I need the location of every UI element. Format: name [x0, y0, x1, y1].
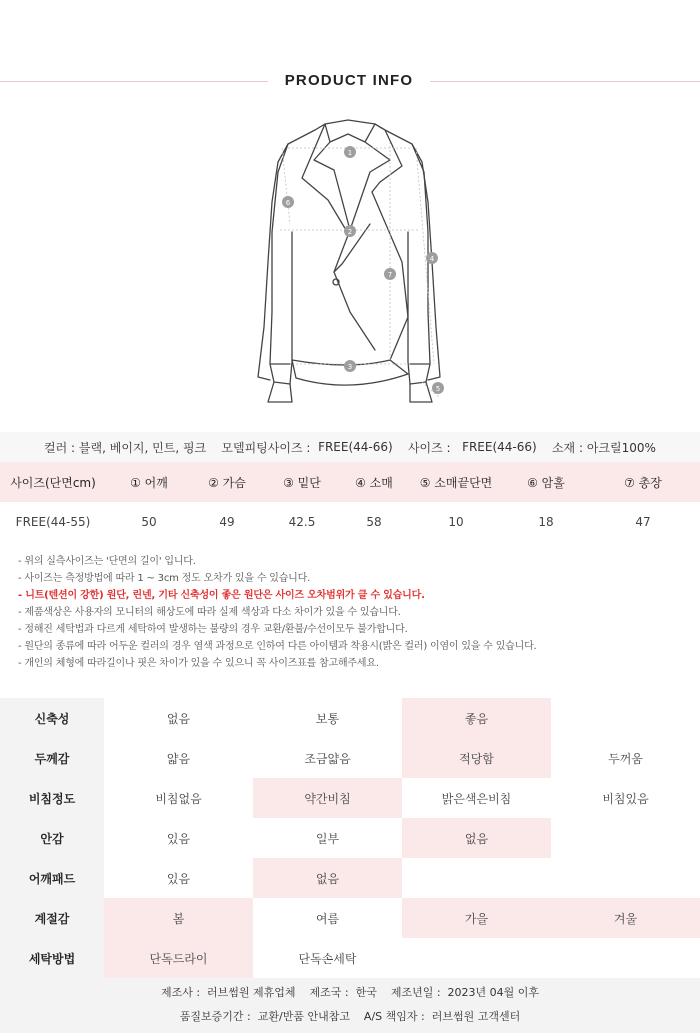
note-item: - 정해진 세탁법과 다르게 세탁하여 발생하는 불량의 경우 교환/환불/수선이모두 불가합니다. — [18, 624, 408, 635]
size-header-chest: ② 가슴 — [208, 475, 246, 490]
size-cell-hem: 42.5 — [288, 515, 316, 529]
attr-option-selected: 봄 — [104, 898, 253, 938]
attr-label: 두께감 — [0, 738, 104, 778]
page-title: PRODUCT INFO — [284, 72, 414, 89]
color-label: 컬러 : — [44, 440, 76, 455]
attr-option: 일부 — [315, 831, 340, 846]
attr-row-stretch — [0, 698, 700, 738]
size-header-armhole: ⑥ 암홀 — [527, 475, 565, 490]
attr-option: 있음 — [166, 871, 191, 886]
attr-label: 비침정도 — [0, 778, 104, 818]
size-notes — [18, 553, 688, 672]
attr-row-season — [0, 898, 700, 938]
attr-option — [551, 858, 700, 898]
svg-text:5: 5 — [435, 385, 441, 393]
svg-text:6: 6 — [285, 199, 291, 207]
jacket-outline — [258, 120, 440, 402]
spec-summary — [0, 432, 700, 462]
product-info-header — [0, 70, 700, 94]
attr-option-selected: 겨울 — [551, 898, 700, 938]
attr-row-lining — [0, 818, 700, 858]
attr-option — [402, 858, 551, 898]
size-cell-cuff: 10 — [448, 515, 464, 529]
note-item: - 개인의 체형에 따라길이나 핏은 차이가 있을 수 있으니 꼭 사이즈표를 참고해주세요. — [18, 658, 379, 669]
size-header-shoulder: ① 어깨 — [130, 475, 168, 490]
attr-option-selected: 없음 — [402, 818, 551, 858]
attr-option: 있음 — [166, 831, 191, 846]
svg-text:4: 4 — [429, 255, 435, 263]
attr-row-shoulder-pad — [0, 858, 700, 898]
note-item: - 사이즈는 측정방법에 따라 1 ~ 3cm 정도 오차가 있을 수 있습니다. — [18, 573, 311, 584]
attr-option — [551, 938, 700, 978]
measure-markers — [282, 146, 444, 394]
attr-option-selected: 좋음 — [402, 698, 551, 738]
header-divider-right — [430, 81, 700, 82]
attr-row-thickness — [0, 738, 700, 778]
attr-option-selected: 가을 — [402, 898, 551, 938]
model-size-label: 모델피팅사이즈 : — [221, 440, 311, 455]
attribute-table — [0, 698, 700, 978]
size-header-hem: ③ 밑단 — [283, 475, 321, 490]
attr-option: 밝은색은비침 — [441, 791, 512, 806]
attr-option: 얇음 — [166, 751, 191, 766]
attr-label: 계절감 — [0, 898, 104, 938]
size-header-length: ⑦ 총장 — [624, 475, 662, 490]
attr-label: 세탁방법 — [0, 938, 104, 978]
size-value: FREE(44-66) — [462, 440, 537, 454]
attr-row-sheerness — [0, 778, 700, 818]
attr-option-selected: 없음 — [253, 858, 402, 898]
svg-text:2: 2 — [347, 228, 353, 236]
attr-option-selected: 적당함 — [402, 738, 551, 778]
footer-warranty-line: 품질보증기간 : 교환/반품 안내참고 A/S 책임자 : 러브썸원 고객센터 — [179, 1010, 521, 1023]
attr-option: 없음 — [166, 711, 191, 726]
size-cell-length: 47 — [635, 515, 651, 529]
size-table — [0, 462, 700, 542]
note-item: - 제품색상은 사용자의 모니터의 해상도에 따라 실제 색상과 다소 차이가 있을 수 있습니다. — [18, 607, 401, 618]
size-cell-armhole: 18 — [538, 515, 554, 529]
attr-option — [551, 698, 700, 738]
footer-manufacturer-line: 제조사 : 러브썸원 제휴업체 제조국 : 한국 제조년일 : 2023년 04월 이후 — [160, 986, 540, 999]
model-size-value: FREE(44-66) — [318, 440, 393, 454]
manufacturer-footer — [0, 978, 700, 1033]
size-cell-size: FREE(44-55) — [15, 515, 91, 529]
attr-label: 신축성 — [0, 698, 104, 738]
size-table-row — [0, 502, 700, 542]
attr-option: 조금얇음 — [304, 751, 351, 766]
color-value: 블랙, 베이지, 민트, 핑크 — [78, 440, 207, 455]
svg-text:1: 1 — [347, 149, 353, 157]
attr-label: 안감 — [0, 818, 104, 858]
size-table-header — [0, 462, 700, 502]
size-cell-shoulder: 50 — [141, 515, 157, 529]
note-item: - 원단의 종류에 따라 어두운 컬러의 경우 염색 과정으로 인하여 다른 아이템과 착용시(밝은 컬러) 이염이 있을 수 있습니다. — [18, 641, 537, 652]
size-cell-chest: 49 — [219, 515, 235, 529]
size-label: 사이즈 : — [407, 440, 451, 455]
note-item: - 위의 실측사이즈는 '단면의 길이' 입니다. — [18, 556, 196, 567]
attr-row-washing — [0, 938, 700, 978]
attr-option: 비침있음 — [602, 791, 649, 806]
attr-option: 여름 — [315, 911, 340, 926]
attr-option-selected: 단독드라이 — [104, 938, 253, 978]
svg-text:3: 3 — [347, 363, 353, 371]
note-item-warning: - 니트(텐션이 강한) 원단, 린넨, 기타 신축성이 좋은 원단은 사이즈 오차범위가 클 수 있습니다. — [18, 590, 425, 601]
attr-option: 보통 — [315, 711, 340, 726]
attr-option — [551, 818, 700, 858]
material-value: 아크릴100% — [586, 440, 656, 455]
size-header-sleeve: ④ 소매 — [355, 475, 393, 490]
attr-option-selected: 약간비침 — [253, 778, 402, 818]
size-header-cuff: ⑤ 소매끝단면 — [419, 475, 493, 490]
header-divider-left — [0, 81, 268, 82]
attr-option: 비침없음 — [155, 791, 202, 806]
size-cell-sleeve: 58 — [366, 515, 382, 529]
attr-option: 두꺼움 — [608, 751, 643, 766]
size-header-size: 사이즈(단면cm) — [10, 475, 96, 490]
jacket-illustration — [230, 112, 470, 412]
svg-text:7: 7 — [387, 271, 393, 279]
attr-option: 단독손세탁 — [298, 951, 357, 966]
attr-option — [402, 938, 551, 978]
attr-label: 어깨패드 — [0, 858, 104, 898]
material-label: 소재 : — [551, 440, 584, 455]
